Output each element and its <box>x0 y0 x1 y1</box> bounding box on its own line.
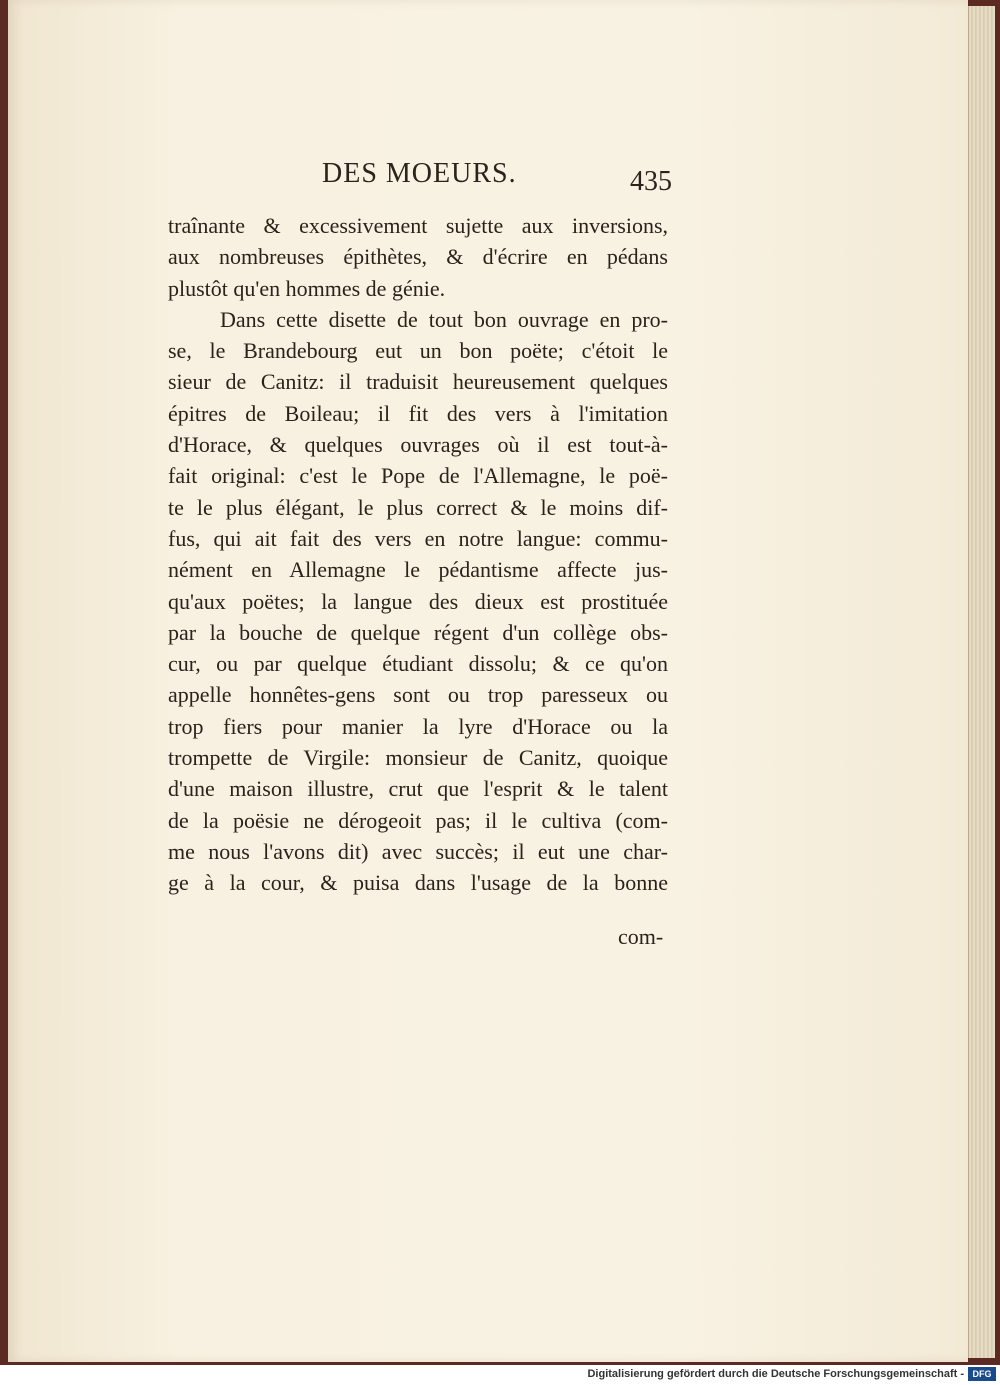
text-line: me nous l'avons dit) avec succès; il eut une char- <box>168 838 668 864</box>
text-line: fait original: c'est le Pope de l'Allemagne, le poë- <box>168 463 668 489</box>
text-line: épitres de Boileau; il fit des vers à l'imitation <box>168 400 668 426</box>
text-line: ge à la cour, & puisa dans l'usage de la bonne <box>168 870 668 896</box>
text-line: cur, ou par quelque étudiant dissolu; & ce qu'on <box>168 651 668 677</box>
text-line: de la poësie ne dérogeoit pas; il le cultiva (com- <box>168 807 668 833</box>
text-line: fus, qui ait fait des vers en notre langue: commu- <box>168 525 668 551</box>
text-line: par la bouche de quelque régent d'un collège obs- <box>168 619 668 645</box>
page-number: 435 <box>630 166 672 197</box>
text-line: traînante & excessivement sujette aux inversions, <box>168 213 668 238</box>
text-line: qu'aux poëtes; la langue des dieux est prostituée <box>168 588 668 614</box>
dfg-logo: DFG <box>968 1367 996 1381</box>
text-line: d'Horace, & quelques ouvrages où il est tout-à- <box>168 432 668 458</box>
text-line: se, le Brandebourg eut un bon poëte; c'étoit le <box>168 338 668 364</box>
text-line: Dans cette disette de tout bon ouvrage en pro- <box>220 306 668 332</box>
text-line: trop fiers pour manier la lyre d'Horace ou la <box>168 713 668 739</box>
text-line: d'une maison illustre, crut que l'esprit & le talent <box>168 776 668 802</box>
footer-credit: Digitalisierung gefördert durch die Deutsche Forschungsgemeinschaft - <box>587 1368 964 1380</box>
text-line: plustôt qu'en hommes de génie. <box>168 275 446 301</box>
text-block <box>168 210 668 899</box>
text-line: sieur de Canitz: il traduisit heureusement quelques <box>168 369 668 395</box>
text-line: aux nombreuses épithètes, & d'écrire en pédans <box>168 244 668 270</box>
running-title: DES MOEURS. <box>322 158 517 189</box>
text-line: nément en Allemagne le pédantisme affecte jus- <box>168 557 668 583</box>
text-line: appelle honnêtes-gens sont ou trop paresseux ou <box>168 682 668 708</box>
text-line: trompette de Virgile: monsieur de Canitz, quoique <box>168 745 668 771</box>
text-line: te le plus élégant, le plus correct & le moins dif- <box>168 494 668 520</box>
catchword: com- <box>618 924 664 949</box>
page-edges <box>968 6 995 1358</box>
